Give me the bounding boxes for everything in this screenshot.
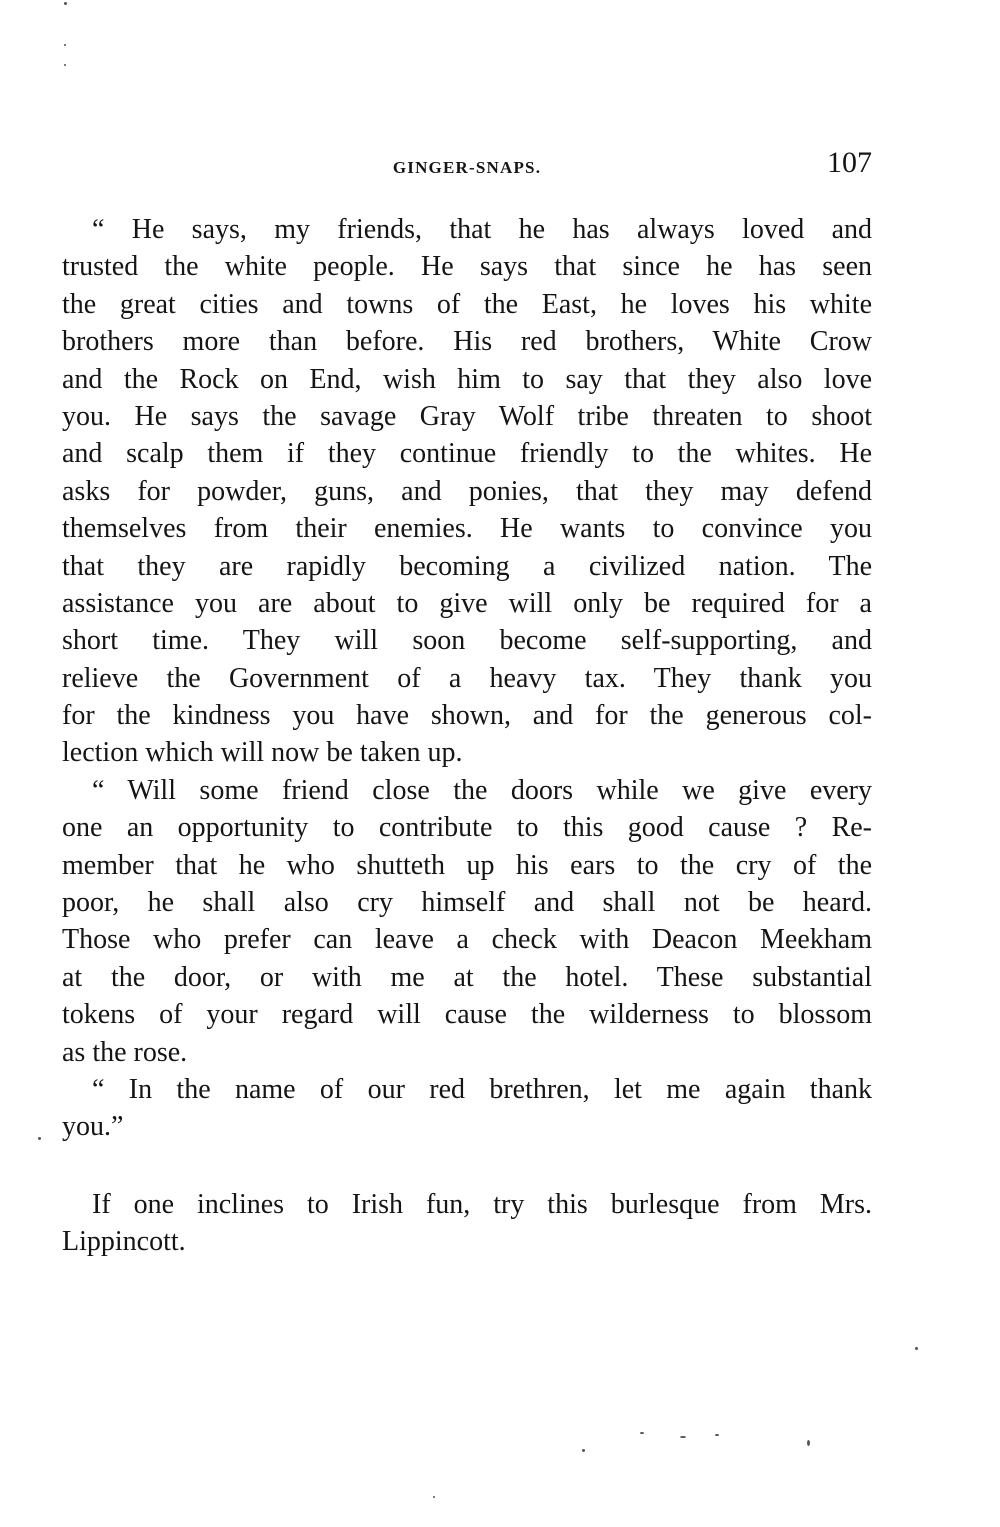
scan-speck <box>680 1436 686 1438</box>
text-line: as the rose. <box>62 1036 188 1068</box>
running-title: GINGER-SNAPS. <box>392 158 542 177</box>
text-line: Those who prefer can leave a check with Deacon Meekham <box>62 924 872 956</box>
scan-speck <box>640 1432 644 1434</box>
text-line: assistance you are about to give will only be required for a <box>62 587 872 619</box>
text-line: themselves from their enemies. He wants to convince you <box>62 513 872 545</box>
paragraph-intro <box>62 1186 872 1261</box>
text-line: relieve the Government of a heavy tax. They thank you <box>62 662 872 694</box>
paragraph-gap <box>62 1146 872 1186</box>
text-line: If one inclines to Irish fun, try this burlesque from Mrs. <box>92 1188 872 1220</box>
text-line: one an opportunity to contribute to this good cause ? Re- <box>62 812 872 844</box>
text-line: “ In the name of our red brethren, let me again thank <box>92 1073 872 1105</box>
text-line: brothers more than before. His red brothers, White Crow <box>62 326 872 358</box>
text-line: member that he who shutteth up his ears to the cry of the <box>62 849 872 881</box>
text-line: for the kindness you have shown, and for the generous col- <box>62 700 872 732</box>
text-line: trusted the white people. He says that since he has seen <box>62 251 872 283</box>
text-line: tokens of your regard will cause the wilderness to blossom <box>62 999 872 1031</box>
scan-speck <box>433 1496 435 1498</box>
scan-speck <box>807 1440 810 1446</box>
body-text <box>62 211 872 1261</box>
scan-speck <box>64 2 67 5</box>
text-line: and the Rock on End, wish him to say that they also love <box>62 363 872 395</box>
scan-speck <box>915 1347 918 1350</box>
paragraph-speech-3 <box>62 1071 872 1146</box>
text-line: you. He says the savage Gray Wolf tribe threaten to shoot <box>62 400 872 432</box>
text-line: short time. They will soon become self-supporting, and <box>62 625 872 657</box>
paragraph-speech-2 <box>62 772 872 1071</box>
text-line: lection which will now be taken up. <box>62 737 463 769</box>
text-line: that they are rapidly becoming a civilized nation. The <box>62 550 872 582</box>
text-line: Lippincott. <box>62 1226 186 1258</box>
page-number: 107 <box>827 146 872 179</box>
text-line: “ Will some friend close the doors while we give every <box>92 774 872 806</box>
running-head <box>62 146 872 186</box>
paragraph-speech-1 <box>62 211 872 772</box>
text-line: asks for powder, guns, and ponies, that they may defend <box>62 475 872 507</box>
scan-speck <box>64 44 66 46</box>
text-line: at the door, or with me at the hotel. These substantial <box>62 961 872 993</box>
scan-speck <box>582 1449 585 1452</box>
text-line: “ He says, my friends, that he has always loved and <box>92 214 872 245</box>
text-line: the great cities and towns of the East, he loves his white <box>62 288 872 320</box>
scan-speck <box>715 1434 719 1436</box>
scan-speck <box>64 64 66 66</box>
text-line: and scalp them if they continue friendly to the whites. He <box>62 438 872 470</box>
scan-speck <box>38 1137 41 1140</box>
text-line: poor, he shall also cry himself and shall not be heard. <box>62 887 872 919</box>
text-line: you.” <box>62 1111 124 1143</box>
